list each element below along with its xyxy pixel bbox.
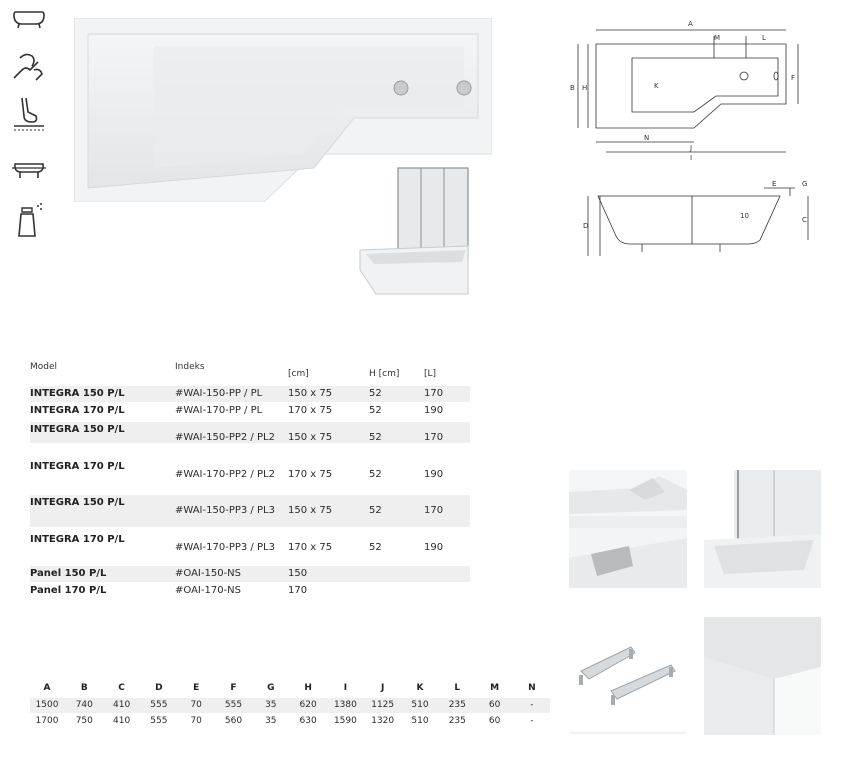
- dimension-cell: -: [530, 700, 534, 710]
- dimension-cell: 235: [448, 700, 466, 710]
- row-index: #OAI-150-NS: [175, 568, 241, 579]
- bathtub-screen-photo: [358, 166, 470, 296]
- dimension-header-cell: B: [80, 683, 88, 693]
- row-model: INTEGRA 150 P/L: [30, 497, 125, 508]
- dim-label-b: B: [570, 84, 575, 92]
- dim-label-a: A: [688, 20, 693, 28]
- dim-label-n: N: [644, 134, 650, 142]
- row-volume: 170: [424, 505, 444, 516]
- row-index: #OAI-170-NS: [175, 585, 241, 596]
- dimension-cell: 750: [75, 716, 93, 726]
- row-size: 170: [288, 585, 308, 596]
- row-height: 52: [369, 432, 382, 443]
- dimension-cell: 555: [150, 700, 168, 710]
- dimension-cell: 1590: [333, 716, 357, 726]
- dimension-cell: 70: [190, 716, 202, 726]
- dimension-cell: -: [530, 716, 534, 726]
- dimension-cell: 510: [411, 716, 429, 726]
- dimension-header-cell: G: [267, 683, 275, 693]
- adjustable-legs-icon: [10, 150, 48, 190]
- row-index: #WAI-150-PP2 / PL2: [175, 432, 275, 443]
- table-row: [30, 583, 470, 599]
- dimension-cell: 1320: [371, 716, 395, 726]
- row-size: 170 x 75: [288, 469, 333, 480]
- dimension-cell: 1700: [35, 716, 59, 726]
- header-model: Model: [30, 362, 58, 372]
- row-size: 150 x 75: [288, 432, 333, 443]
- dimension-cell: 740: [75, 700, 93, 710]
- side-view-drawing: [580, 176, 810, 262]
- headrest-detail-photo: [569, 528, 687, 588]
- dimension-cell: 510: [411, 700, 429, 710]
- hand-care-icon: [10, 48, 48, 88]
- leg-brackets-photo: [569, 617, 687, 735]
- dim-label-10: 10: [740, 212, 749, 220]
- table-row: [30, 532, 470, 556]
- non-slip-foot-icon: [10, 94, 48, 134]
- row-size: 170 x 75: [288, 542, 333, 553]
- row-volume: 170: [424, 388, 444, 399]
- dimension-header-cell: F: [230, 683, 237, 693]
- dimension-cell: 1125: [371, 700, 395, 710]
- row-height: 52: [369, 405, 382, 416]
- dimension-header-cell: D: [155, 683, 163, 693]
- dim-label-i: I: [690, 154, 693, 162]
- dim-label-h: H: [582, 84, 588, 92]
- dimension-cell: 70: [190, 700, 202, 710]
- dimension-cell: 235: [448, 716, 466, 726]
- dimension-cell: 620: [299, 700, 317, 710]
- row-model: INTEGRA 150 P/L: [30, 424, 125, 435]
- dimension-header-cell: C: [118, 683, 125, 693]
- dimension-cell: 410: [113, 716, 131, 726]
- row-index: #WAI-170-PP2 / PL2: [175, 469, 275, 480]
- header-index: Indeks: [175, 362, 205, 372]
- dimension-header-cell: E: [193, 683, 200, 693]
- dimension-cell: 1500: [35, 700, 59, 710]
- cleaning-spray-icon: [10, 200, 48, 240]
- dimension-header-cell: A: [43, 683, 51, 693]
- table-row: [30, 422, 470, 444]
- dimension-cell: 35: [265, 700, 277, 710]
- row-volume: 190: [424, 542, 444, 553]
- header-volume: [L]: [424, 369, 437, 379]
- dimension-cell: 1380: [333, 700, 357, 710]
- dim-label-m: M: [714, 34, 721, 42]
- table-row: [30, 566, 470, 582]
- dimension-header-cell: J: [381, 683, 385, 693]
- table-row: [30, 495, 470, 527]
- dimension-cell: 555: [224, 700, 243, 710]
- dim-label-e: E: [772, 180, 777, 188]
- row-index: #WAI-170-PP / PL: [175, 405, 263, 416]
- row-model: INTEGRA 170 P/L: [30, 534, 125, 545]
- dimension-header-cell: I: [343, 683, 348, 693]
- dim-label-k: K: [654, 82, 659, 90]
- row-model: INTEGRA 170 P/L: [30, 461, 125, 472]
- dimension-cell: 555: [150, 716, 168, 726]
- row-index: #WAI-150-PP3 / PL3: [175, 505, 275, 516]
- row-height: 52: [369, 542, 382, 553]
- dim-label-l: L: [762, 34, 766, 42]
- row-volume: 170: [424, 432, 444, 443]
- dimension-header-cell: L: [454, 683, 461, 693]
- dimension-header-cell: N: [528, 683, 536, 693]
- dimension-header-cell: K: [416, 683, 424, 693]
- top-view-drawing: [566, 18, 806, 163]
- dimension-cell: 60: [488, 716, 501, 726]
- dim-label-j: J: [690, 144, 693, 152]
- row-volume: 190: [424, 405, 444, 416]
- dimension-cell: 560: [224, 716, 243, 726]
- bathtub-icon: [10, 4, 48, 44]
- dimension-header-cell: M: [490, 683, 500, 693]
- table-row: [30, 386, 470, 402]
- panel-corner-photo: [704, 617, 821, 735]
- row-size: 150: [288, 568, 308, 579]
- table-row: [30, 403, 470, 419]
- header-size: [cm]: [288, 369, 309, 379]
- screen-detail-photo: [704, 470, 821, 588]
- row-height: 52: [369, 388, 382, 399]
- dimension-header-cell: H: [304, 683, 312, 693]
- headrest-photo: [569, 470, 687, 528]
- table-row: [30, 459, 470, 483]
- row-height: 52: [369, 469, 382, 480]
- row-model: INTEGRA 150 P/L: [30, 388, 125, 399]
- row-index: #WAI-170-PP3 / PL3: [175, 542, 275, 553]
- dim-label-g: G: [802, 180, 808, 188]
- header-height: H [cm]: [369, 369, 400, 379]
- row-model: Panel 150 P/L: [30, 568, 107, 579]
- dimension-cell: 35: [265, 716, 277, 726]
- row-size: 150 x 75: [288, 388, 333, 399]
- dimension-cell: 60: [488, 700, 501, 710]
- row-model: INTEGRA 170 P/L: [30, 405, 125, 416]
- row-model: Panel 170 P/L: [30, 585, 107, 596]
- dim-label-f: F: [791, 74, 796, 82]
- row-size: 150 x 75: [288, 505, 333, 516]
- dimension-cell: 410: [113, 700, 131, 710]
- row-height: 52: [369, 505, 382, 516]
- dimension-cell: 630: [299, 716, 317, 726]
- row-volume: 190: [424, 469, 444, 480]
- dim-label-d: D: [583, 222, 589, 230]
- row-size: 170 x 75: [288, 405, 333, 416]
- row-index: #WAI-150-PP / PL: [175, 388, 263, 399]
- dim-label-c: C: [802, 216, 807, 224]
